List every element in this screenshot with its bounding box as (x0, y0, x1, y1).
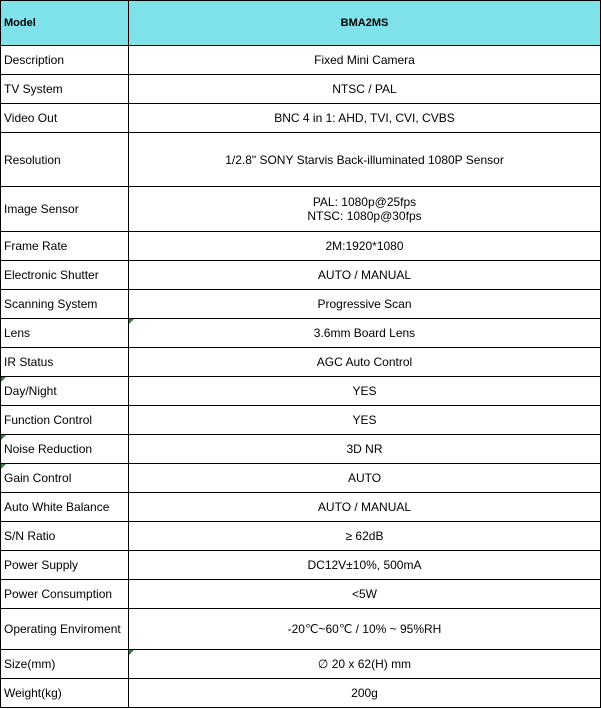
cell-comment-marker-icon (1, 464, 6, 469)
spec-value-text: ∅ 20 x 62(H) mm (317, 657, 412, 671)
spec-label-cell (1, 348, 129, 377)
table-row (1, 522, 601, 551)
table-row (1, 187, 601, 232)
spec-value-cell (129, 464, 601, 493)
spec-label-cell (1, 261, 129, 290)
spec-label-cell (1, 232, 129, 261)
spec-value-cell (129, 75, 601, 104)
spec-label-text: IR Status (4, 355, 54, 369)
spec-value-cell (129, 261, 601, 290)
spec-value-text: 200g (351, 686, 378, 700)
spec-value-text: 2M:1920*1080 (325, 239, 404, 253)
spec-value-cell (129, 650, 601, 679)
spec-value-cell (129, 679, 601, 708)
cell-comment-marker-icon (129, 650, 134, 655)
spec-value-text: AUTO (347, 471, 382, 485)
spec-label-cell (1, 319, 129, 348)
spec-label-text: Lens (4, 326, 31, 340)
spec-value-text: <5W (351, 587, 377, 601)
spec-value-cell (129, 290, 601, 319)
spec-label-text: TV System (4, 82, 63, 96)
table-row (1, 464, 601, 493)
cell-comment-marker-icon (129, 319, 134, 324)
spec-label-text: Noise Reduction (4, 442, 93, 456)
table-row (1, 406, 601, 435)
spec-value-cell (129, 319, 601, 348)
spec-value-cell (129, 348, 601, 377)
table-row (1, 580, 601, 609)
table-row (1, 551, 601, 580)
spec-label-cell (1, 522, 129, 551)
spec-label-cell (1, 187, 129, 232)
table-row (1, 104, 601, 133)
spec-label-cell (1, 75, 129, 104)
header-model-cell: BMA2MS (129, 1, 601, 46)
spec-value-cell (129, 46, 601, 75)
table-row (1, 319, 601, 348)
spec-value-text: 3D NR (346, 442, 383, 456)
spec-label-text: Resolution (4, 152, 61, 167)
spec-value-text: BNC 4 in 1: AHD, TVI, CVI, CVBS (274, 111, 455, 125)
spec-value-cell (129, 493, 601, 522)
table-row (1, 435, 601, 464)
spec-label-cell (1, 290, 129, 319)
spec-value-text: AUTO / MANUAL (317, 268, 412, 282)
table-row (1, 348, 601, 377)
spec-label-text: S/N Ratio (4, 529, 56, 543)
table-row (1, 377, 601, 406)
spec-value-cell (129, 232, 601, 261)
spec-label-text: Weight(kg) (4, 686, 62, 700)
spec-label-cell (1, 609, 129, 650)
spec-value-text: DC12V±10%, 500mA (307, 558, 422, 572)
spec-value-cell (129, 187, 601, 232)
spec-value-text: NTSC / PAL (332, 82, 397, 96)
spec-label-cell (1, 464, 129, 493)
spec-value-text: PAL: 1080p@25fps (312, 195, 417, 209)
table-row (1, 493, 601, 522)
spec-value-text: Fixed Mini Camera (314, 53, 415, 67)
spec-value-text: AUTO / MANUAL (317, 500, 412, 514)
spec-value-text: 1/2.8" SONY Starvis Back-illuminated 1080P Sensor (225, 152, 504, 167)
table-row (1, 290, 601, 319)
spec-label-cell (1, 406, 129, 435)
spec-value-text: 3.6mm Board Lens (313, 326, 416, 340)
spec-value-cell (129, 406, 601, 435)
spec-label-text: Gain Control (4, 471, 72, 485)
table-row (1, 133, 601, 187)
spec-label-text: Operating Enviroment (4, 622, 121, 636)
spec-label-cell (1, 493, 129, 522)
spec-label-cell (1, 377, 129, 406)
table-row (1, 75, 601, 104)
table-row (1, 679, 601, 708)
spec-value-cell (129, 580, 601, 609)
spec-label-cell (1, 580, 129, 609)
table-header-row (1, 1, 601, 46)
table-row (1, 46, 601, 75)
table-row (1, 650, 601, 679)
spec-label-text: Frame Rate (4, 239, 68, 253)
spec-label-text: Video Out (4, 111, 58, 125)
spec-label-text: Auto White Balance (4, 500, 110, 514)
spec-value-cell (129, 609, 601, 650)
header-label-cell: Model (1, 1, 129, 46)
spec-value-text: ≥ 62dB (345, 529, 384, 543)
spec-label-text: Power Supply (4, 558, 79, 572)
spec-label-cell (1, 650, 129, 679)
spec-value-cell (129, 133, 601, 187)
spec-label-text: Scanning System (4, 297, 98, 311)
spec-label-cell (1, 679, 129, 708)
spec-value-cell (129, 551, 601, 580)
table-row (1, 261, 601, 290)
spec-value-cell (129, 104, 601, 133)
spec-table-body (1, 1, 601, 708)
spec-label-cell (1, 435, 129, 464)
spec-label-cell (1, 551, 129, 580)
cell-comment-marker-icon (1, 435, 6, 440)
spec-value-text: YES (352, 413, 377, 427)
spec-value-text: NTSC: 1080p@30fps (307, 209, 422, 223)
spec-label-text: Size(mm) (4, 657, 56, 671)
spec-value-text: YES (352, 384, 377, 398)
spec-value-text: -20℃~60℃ / 10% ~ 95%RH (287, 622, 442, 636)
spec-value-cell (129, 377, 601, 406)
table-row (1, 232, 601, 261)
spec-label-text: Electronic Shutter (4, 268, 99, 282)
spec-label-text: Function Control (4, 413, 93, 427)
spec-label-text: Power Consumption (4, 587, 113, 601)
spec-label-text: Description (4, 53, 65, 67)
spec-label-cell (1, 46, 129, 75)
cell-comment-marker-icon (1, 377, 6, 382)
spec-label-cell (1, 133, 129, 187)
spec-value-cell (129, 522, 601, 551)
spec-value-cell (129, 435, 601, 464)
table-row (1, 609, 601, 650)
spec-label-cell (1, 104, 129, 133)
spec-label-text: Image Sensor (4, 202, 79, 216)
spec-value-text: Progressive Scan (317, 297, 412, 311)
spec-label-text: Day/Night (4, 384, 57, 398)
spec-value-text: AGC Auto Control (316, 355, 413, 369)
